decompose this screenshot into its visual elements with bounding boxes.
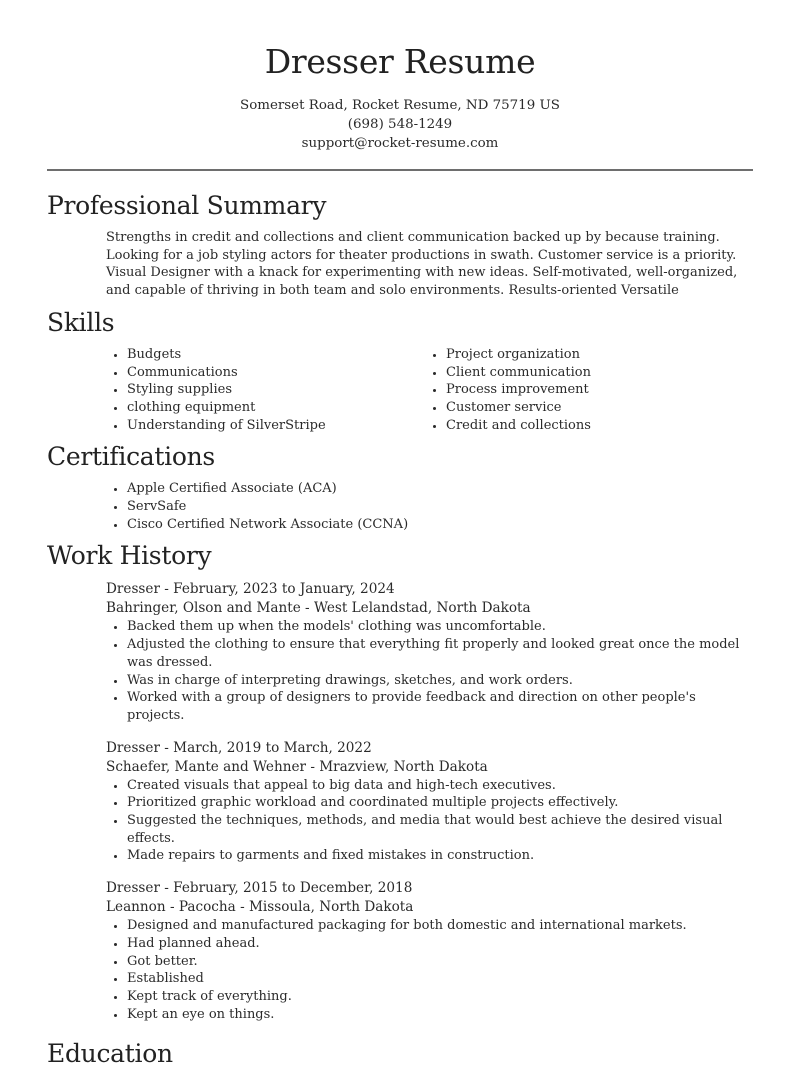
certification-item: • Cisco Certified Network Associate (CCNA)	[127, 516, 753, 534]
job-company-location: Leannon - Pacocha - Missoula, North Dakota	[106, 899, 414, 916]
job-entry	[106, 739, 753, 866]
work-history-body	[106, 580, 753, 1023]
section-professional-summary	[47, 189, 753, 300]
skill-item: • Process improvement	[446, 381, 744, 399]
header-divider	[47, 169, 753, 171]
job-entry	[106, 580, 753, 724]
job-duty-item: • Worked with a group of designers to provide feedback and direction on other people's projects.	[127, 689, 753, 724]
job-duty-item: • Had planned ahead.	[127, 935, 753, 953]
job-duties-list	[106, 777, 753, 866]
certifications-body	[106, 480, 753, 533]
job-company-location: Schaefer, Mante and Wehner - Mrazview, North Dakota	[106, 758, 488, 775]
job-duty-item: • Got better.	[127, 953, 753, 971]
skill-item: • Project organization	[446, 346, 744, 364]
certification-item: • Apple Certified Associate (ACA)	[127, 480, 753, 498]
job-duties-list	[106, 917, 753, 1023]
job-duty-item: • Designed and manufactured packaging for both domestic and international markets.	[127, 917, 753, 935]
job-title-dates: Dresser - February, 2023 to January, 2024	[106, 581, 395, 598]
summary-text: Strengths in credit and collections and client communication backed up by because training. Looking for a job styling actors for theater productions in swath. Customer service is a priority. Visual Designer with a knack for experimenting with new ideas. Self-motivated, well-organized, and capable of thriving in both team and solo environments. Results-oriented Versatile	[106, 230, 738, 299]
resume-page	[47, 0, 753, 1071]
section-heading: Education	[47, 1039, 173, 1069]
contact-address: Somerset Road, Rocket Resume, ND 75719 US	[240, 98, 560, 113]
job-duty-item: • Suggested the techniques, methods, and media that would best achieve the desired visual effects.	[127, 812, 753, 847]
skill-item: • Understanding of SilverStripe	[127, 417, 425, 435]
section-work-history	[47, 539, 753, 1023]
skills-column-right	[425, 346, 744, 435]
skill-item: • Client communication	[446, 364, 744, 382]
contact-email: support@rocket-resume.com	[301, 136, 499, 151]
certifications-list	[106, 480, 753, 533]
skill-item: • Styling supplies	[127, 381, 425, 399]
skill-item: • clothing equipment	[127, 399, 425, 417]
skill-item: • Customer service	[446, 399, 744, 417]
job-duty-item: • Kept an eye on things.	[127, 1006, 753, 1024]
section-skills	[47, 306, 753, 435]
skills-columns	[106, 346, 753, 435]
summary-body	[106, 229, 753, 300]
skill-item: • Budgets	[127, 346, 425, 364]
skill-item: • Communications	[127, 364, 425, 382]
skill-item: • Credit and collections	[446, 417, 744, 435]
section-heading: Certifications	[47, 442, 215, 472]
section-heading: Professional Summary	[47, 191, 327, 220]
resume-header	[47, 0, 753, 153]
section-heading: Work History	[47, 541, 212, 571]
job-duty-item: • Was in charge of interpreting drawings, sketches, and work orders.	[127, 672, 753, 690]
section-heading: Skills	[47, 307, 115, 337]
section-certifications	[47, 440, 753, 533]
job-entry	[106, 879, 753, 1023]
job-company-location: Bahringer, Olson and Mante - West Lelandstad, North Dakota	[106, 600, 531, 617]
job-title-dates: Dresser - February, 2015 to December, 2018	[106, 880, 413, 897]
skills-list-right	[425, 346, 744, 435]
skills-list-left	[106, 346, 425, 435]
skills-column-left	[106, 346, 425, 435]
contact-info	[47, 96, 753, 153]
certification-item: • ServSafe	[127, 498, 753, 516]
job-duty-item: • Created visuals that appeal to big data and high-tech executives.	[127, 777, 753, 795]
resume-title: Dresser Resume	[264, 42, 536, 81]
contact-phone: (698) 548-1249	[347, 117, 453, 132]
job-title-dates: Dresser - March, 2019 to March, 2022	[106, 739, 372, 756]
job-duty-item: • Adjusted the clothing to ensure that everything fit properly and looked great once the model was dressed.	[127, 636, 753, 671]
job-duty-item: • Backed them up when the models' clothing was uncomfortable.	[127, 618, 753, 636]
job-duties-list	[106, 618, 753, 724]
job-duty-item: • Made repairs to garments and fixed mistakes in construction.	[127, 847, 753, 865]
job-duty-item: • Kept track of everything.	[127, 988, 753, 1006]
section-education	[47, 1037, 753, 1071]
job-duty-item: • Established	[127, 970, 753, 988]
job-duty-item: • Prioritized graphic workload and coordinated multiple projects effectively.	[127, 794, 753, 812]
